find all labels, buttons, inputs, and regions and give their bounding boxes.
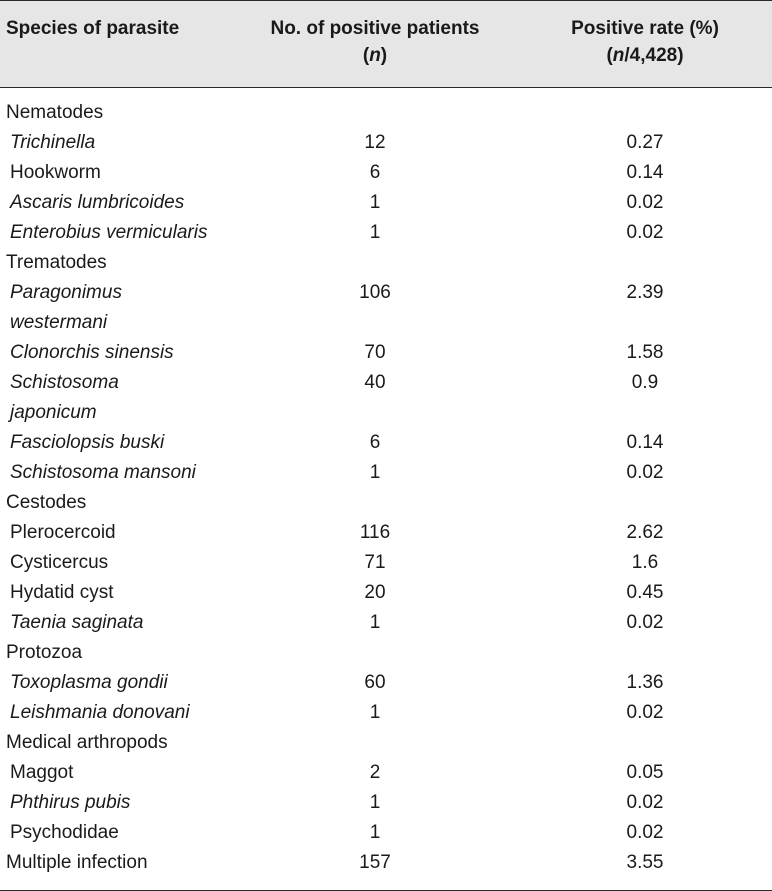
positive-count: 1 — [369, 192, 381, 213]
species-name: Leishmania donovani — [10, 702, 190, 723]
table-row — [0, 428, 772, 458]
species-name-continued: japonicum — [10, 402, 97, 423]
species-name: Enterobius vermicularis — [10, 222, 208, 243]
positive-rate: 2.39 — [626, 282, 664, 303]
positive-count: 1 — [369, 612, 381, 633]
positive-rate: 3.55 — [626, 852, 664, 873]
positive-rate: 0.05 — [626, 762, 664, 783]
positive-rate: 0.02 — [626, 192, 664, 213]
positive-count: 1 — [369, 462, 381, 483]
table-row — [0, 188, 772, 218]
species-name: Schistosoma mansoni — [10, 462, 196, 483]
positive-count: 6 — [369, 162, 381, 183]
table-row — [0, 818, 772, 848]
species-name: Hydatid cyst — [10, 582, 114, 603]
positive-count: 60 — [364, 672, 386, 693]
positive-count: 40 — [364, 372, 386, 393]
positive-count: 157 — [359, 852, 391, 873]
table-row — [0, 488, 772, 518]
header-positive-rate-unit: (n/4,428) — [606, 45, 684, 66]
table-row — [0, 698, 772, 728]
table-row — [0, 278, 772, 338]
positive-rate: 0.02 — [626, 222, 664, 243]
species-name: Toxoplasma gondii — [10, 672, 168, 693]
positive-rate: 0.02 — [626, 702, 664, 723]
table-header — [0, 0, 772, 88]
positive-rate: 1.36 — [626, 672, 664, 693]
positive-count: 12 — [364, 132, 386, 153]
species-name: Hookworm — [10, 162, 101, 183]
positive-rate: 0.02 — [626, 822, 664, 843]
table-row — [0, 788, 772, 818]
species-name: Cysticercus — [10, 552, 109, 573]
species-name: Psychodidae — [10, 822, 119, 843]
positive-rate: 1.58 — [626, 342, 664, 363]
positive-count: 6 — [369, 432, 381, 453]
table-row — [0, 728, 772, 758]
table-row — [0, 758, 772, 788]
positive-count: 1 — [369, 792, 381, 813]
positive-count: 2 — [369, 762, 381, 783]
species-name: Trematodes — [6, 252, 107, 273]
header-positive-rate — [525, 15, 765, 69]
species-name: Protozoa — [6, 642, 83, 663]
species-name: Phthirus pubis — [10, 792, 131, 813]
positive-rate: 2.62 — [626, 522, 664, 543]
positive-count: 1 — [369, 822, 381, 843]
species-name: Ascaris lumbricoides — [10, 192, 185, 213]
header-positive-patients-unit: (n) — [362, 45, 388, 66]
table-row — [0, 608, 772, 638]
table-row — [0, 248, 772, 278]
positive-rate: 1.6 — [631, 552, 659, 573]
species-name: Taenia saginata — [10, 612, 144, 633]
species-name: Plerocercoid — [10, 522, 116, 543]
positive-rate: 0.02 — [626, 462, 664, 483]
species-name: Clonorchis sinensis — [10, 342, 174, 363]
header-species: Species of parasite — [6, 18, 180, 39]
table-row — [0, 218, 772, 248]
species-name: Medical arthropods — [6, 732, 168, 753]
table-row — [0, 128, 772, 158]
table-row — [0, 578, 772, 608]
species-name: Multiple infection — [6, 852, 148, 873]
species-name: Cestodes — [6, 492, 87, 513]
positive-rate: 0.02 — [626, 792, 664, 813]
positive-rate: 0.9 — [631, 372, 659, 393]
table-body — [0, 88, 772, 890]
species-name: Paragonimus — [10, 282, 122, 303]
positive-count: 71 — [364, 552, 386, 573]
table-row — [0, 638, 772, 668]
species-name: Fasciolopsis buski — [10, 432, 165, 453]
table-row — [0, 158, 772, 188]
table-row — [0, 848, 772, 878]
header-positive-patients — [240, 15, 510, 69]
table-row — [0, 338, 772, 368]
positive-count: 20 — [364, 582, 386, 603]
species-name: Trichinella — [10, 132, 96, 153]
species-name: Maggot — [10, 762, 74, 783]
table-row — [0, 458, 772, 488]
table-row — [0, 518, 772, 548]
species-name: Schistosoma — [10, 372, 119, 393]
table-row — [0, 668, 772, 698]
header-positive-rate-label: Positive rate (%) — [571, 18, 719, 39]
positive-rate: 0.14 — [626, 432, 664, 453]
positive-rate: 0.02 — [626, 612, 664, 633]
table-row — [0, 368, 772, 428]
positive-rate: 0.14 — [626, 162, 664, 183]
positive-count: 116 — [359, 522, 391, 543]
species-name-continued: westermani — [10, 312, 108, 333]
positive-count: 1 — [369, 222, 381, 243]
table-row — [0, 98, 772, 128]
species-name: Nematodes — [6, 102, 104, 123]
positive-rate: 0.45 — [626, 582, 664, 603]
table-row — [0, 548, 772, 578]
header-positive-patients-label: No. of positive patients — [270, 18, 480, 39]
positive-count: 106 — [359, 282, 391, 303]
positive-rate: 0.27 — [626, 132, 664, 153]
positive-count: 1 — [369, 702, 381, 723]
positive-count: 70 — [364, 342, 386, 363]
